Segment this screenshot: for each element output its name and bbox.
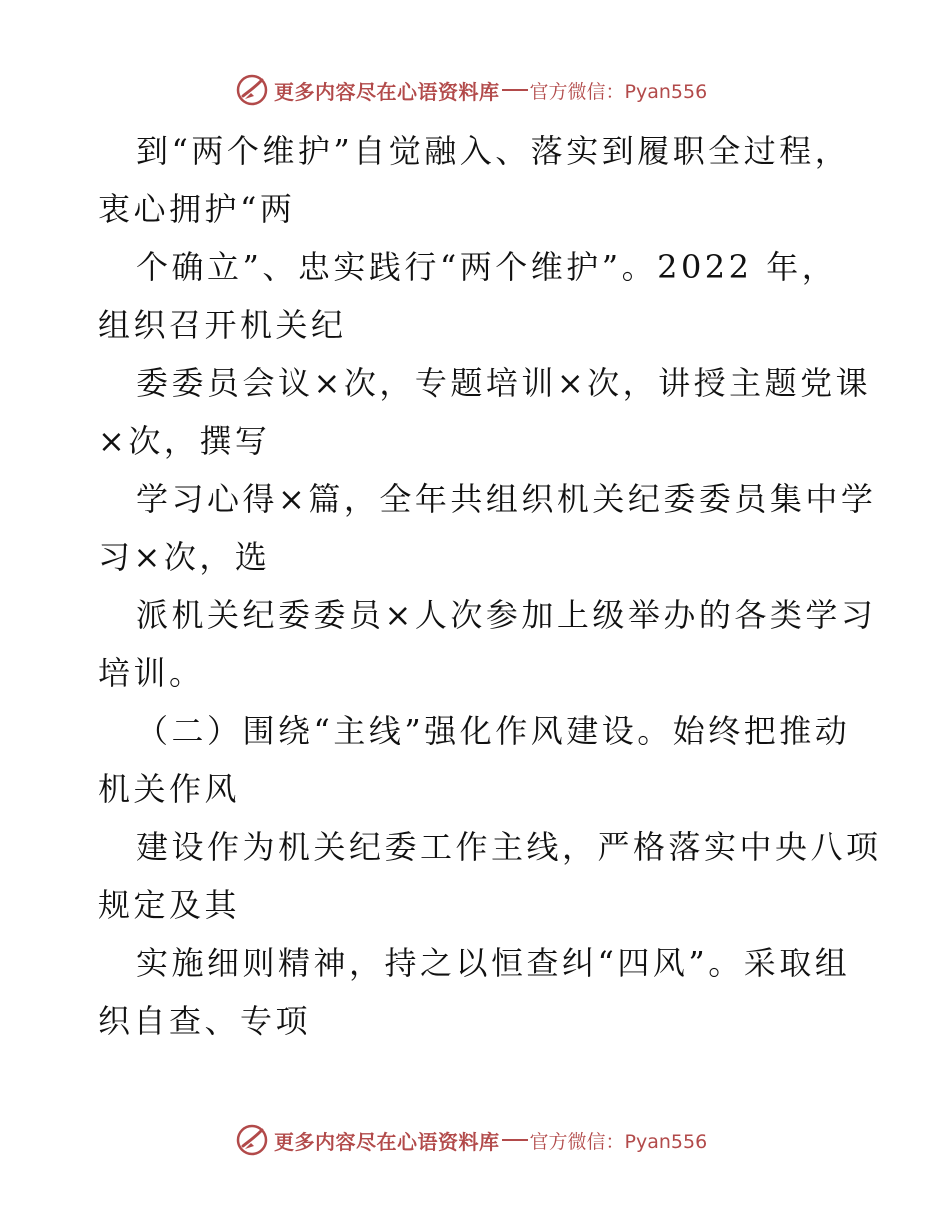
text-line: 实施细则精神，持之以恒查纠“四风”。采取组	[136, 944, 851, 982]
watermark-text: 更多内容尽在心语资料库	[274, 1129, 500, 1154]
text-line: 到“两个维护”自觉融入、落实到履职全过程，	[136, 132, 851, 170]
text-line: 建设作为机关纪委工作主线，严格落实中央八项	[136, 828, 882, 866]
watermark-wechat: 官方微信：Pyan556	[529, 1130, 708, 1153]
text-line: 衷心拥护“两	[98, 190, 296, 228]
header-watermark	[236, 73, 707, 107]
watermark-text: 更多内容尽在心语资料库	[274, 79, 500, 104]
text-line: 习×次，选	[98, 538, 271, 576]
text-line: 培训。	[98, 654, 205, 692]
text-line: 委委员会议×次，专题培训×次，讲授主题党课	[136, 364, 872, 402]
text-line: 组织召开机关纪	[98, 306, 347, 344]
text-line: 个确立”、忠实践行“两个维护”。2022 年，	[136, 248, 838, 286]
watermark-dash	[502, 89, 528, 91]
text-line: 学习心得×篇，全年共组织机关纪委委员集中学	[136, 480, 877, 518]
section-heading-line: （二）围绕“主线”强化作风建设。始终把推动	[136, 712, 851, 750]
book-quill-logo	[236, 74, 268, 106]
watermark-wechat: 官方微信：Pyan556	[529, 80, 708, 103]
text-line: ×次，撰写	[98, 422, 271, 460]
watermark-dash	[502, 1139, 528, 1141]
text-line: 机关作风	[98, 770, 241, 808]
book-quill-logo	[236, 1124, 268, 1156]
text-line: 织自查、专项	[98, 1002, 312, 1040]
text-line: 派机关纪委委员×人次参加上级举办的各类学习	[136, 596, 877, 634]
document-body	[98, 122, 882, 1050]
footer-watermark	[236, 1123, 707, 1157]
text-line: 规定及其	[98, 886, 241, 924]
